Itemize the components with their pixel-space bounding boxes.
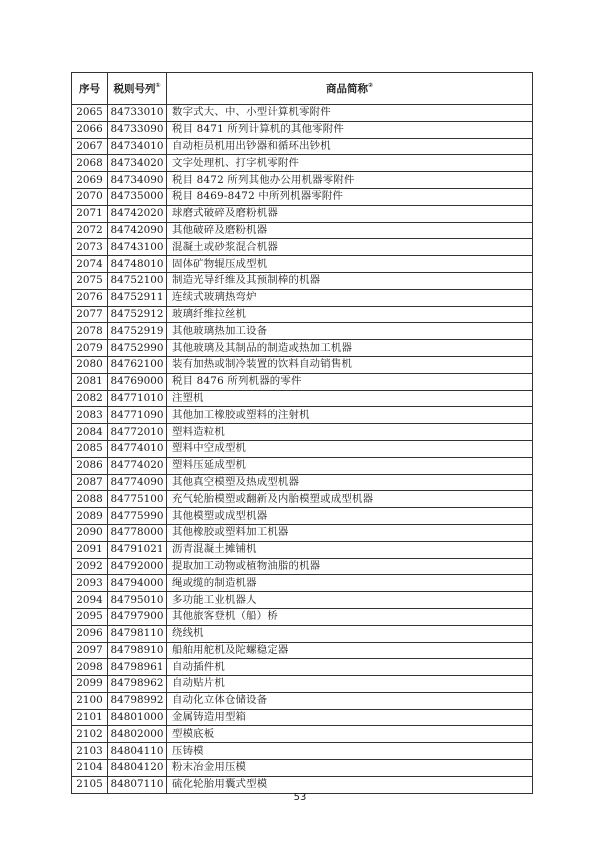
product-name-cell: 其他玻璃及其制品的制造或热加工机器 [167, 340, 533, 357]
table-row [72, 155, 533, 172]
seq-cell: 2104 [72, 760, 108, 777]
seq-cell: 2085 [72, 440, 108, 457]
seq-cell: 2075 [72, 272, 108, 289]
table-row [72, 188, 533, 205]
tariff-code-cell: 84742090 [108, 222, 167, 239]
seq-cell: 2084 [72, 424, 108, 441]
footnote-marker-1: ① [155, 82, 161, 89]
tariff-code-cell: 84752912 [108, 306, 167, 323]
product-name-cell: 注塑机 [167, 390, 533, 407]
table-row [72, 138, 533, 155]
table-row [72, 743, 533, 760]
seq-cell: 2078 [72, 323, 108, 340]
seq-cell: 2077 [72, 306, 108, 323]
tariff-code-cell: 84774090 [108, 474, 167, 491]
tariff-code-cell: 84791021 [108, 541, 167, 558]
table-row [72, 541, 533, 558]
tariff-code-cell: 84797900 [108, 608, 167, 625]
tariff-code-cell: 84735000 [108, 188, 167, 205]
seq-cell: 2072 [72, 222, 108, 239]
header-code: 税则号列① [108, 73, 167, 105]
seq-cell: 2096 [72, 625, 108, 642]
table-row [72, 558, 533, 575]
seq-cell: 2071 [72, 205, 108, 222]
tariff-code-cell: 84778000 [108, 524, 167, 541]
table-row [72, 776, 533, 793]
table-row [72, 323, 533, 340]
product-name-cell: 税目 8469-8472 中所列机器零附件 [167, 188, 533, 205]
product-name-cell: 沥青混凝土摊铺机 [167, 541, 533, 558]
product-name-cell: 型模底板 [167, 726, 533, 743]
table-row [72, 457, 533, 474]
seq-cell: 2090 [72, 524, 108, 541]
tariff-code-cell: 84752990 [108, 340, 167, 357]
seq-cell: 2073 [72, 239, 108, 256]
product-name-cell: 塑料压延成型机 [167, 457, 533, 474]
product-name-cell: 其他旅客登机（船）桥 [167, 608, 533, 625]
tariff-code-cell: 84801000 [108, 709, 167, 726]
seq-cell: 2100 [72, 692, 108, 709]
table-row [72, 440, 533, 457]
seq-cell: 2081 [72, 373, 108, 390]
seq-cell: 2092 [72, 558, 108, 575]
header-seq: 序号 [72, 73, 108, 105]
table-row [72, 474, 533, 491]
product-name-cell: 其他加工橡胶或塑料的注射机 [167, 407, 533, 424]
product-name-cell: 固体矿物辊压成型机 [167, 256, 533, 273]
table-header-row [72, 73, 533, 105]
tariff-code-cell: 84742020 [108, 205, 167, 222]
table-row [72, 659, 533, 676]
table-row [72, 575, 533, 592]
header-name: 商品简称② [167, 73, 533, 105]
seq-cell: 2094 [72, 592, 108, 609]
seq-cell: 2105 [72, 776, 108, 793]
seq-cell: 2079 [72, 340, 108, 357]
tariff-code-cell: 84802000 [108, 726, 167, 743]
product-name-cell: 粉末冶金用压模 [167, 760, 533, 777]
table-row [72, 608, 533, 625]
tariff-code-cell: 84733090 [108, 121, 167, 138]
product-name-cell: 其他玻璃热加工设备 [167, 323, 533, 340]
seq-cell: 2076 [72, 289, 108, 306]
product-name-cell: 玻璃纤维拉丝机 [167, 306, 533, 323]
table-row [72, 205, 533, 222]
seq-cell: 2074 [72, 256, 108, 273]
table-row [72, 272, 533, 289]
table-row [72, 508, 533, 525]
tariff-code-cell: 84748010 [108, 256, 167, 273]
product-name-cell: 金属铸造用型箱 [167, 709, 533, 726]
table-row [72, 172, 533, 189]
seq-cell: 2082 [72, 390, 108, 407]
product-name-cell: 税目 8476 所列机器的零件 [167, 373, 533, 390]
product-name-cell: 连续式玻璃热弯炉 [167, 289, 533, 306]
seq-cell: 2095 [72, 608, 108, 625]
table-row [72, 356, 533, 373]
seq-cell: 2098 [72, 659, 108, 676]
product-name-cell: 硫化轮胎用囊式型模 [167, 776, 533, 793]
product-name-cell: 税目 8471 所列计算机的其他零附件 [167, 121, 533, 138]
tariff-code-cell: 84798961 [108, 659, 167, 676]
table-row [72, 407, 533, 424]
table-row [72, 491, 533, 508]
product-name-cell: 其他破碎及磨粉机器 [167, 222, 533, 239]
seq-cell: 2101 [72, 709, 108, 726]
tariff-code-cell: 84807110 [108, 776, 167, 793]
tariff-code-cell: 84772010 [108, 424, 167, 441]
tariff-code-cell: 84752919 [108, 323, 167, 340]
tariff-code-cell: 84752911 [108, 289, 167, 306]
table-row [72, 692, 533, 709]
product-name-cell: 混凝土或砂浆混合机器 [167, 239, 533, 256]
table-row [72, 121, 533, 138]
table-row [72, 306, 533, 323]
product-name-cell: 装有加热或制冷装置的饮料自动销售机 [167, 356, 533, 373]
seq-cell: 2080 [72, 356, 108, 373]
product-name-cell: 球磨式破碎及磨粉机器 [167, 205, 533, 222]
seq-cell: 2088 [72, 491, 108, 508]
tariff-code-cell: 84734010 [108, 138, 167, 155]
table-row [72, 676, 533, 693]
tariff-code-cell: 84792000 [108, 558, 167, 575]
product-name-cell: 文字处理机、打字机零附件 [167, 155, 533, 172]
tariff-code-cell: 84771090 [108, 407, 167, 424]
table-row [72, 726, 533, 743]
tariff-code-cell: 84734090 [108, 172, 167, 189]
tariff-code-cell: 84798110 [108, 625, 167, 642]
tariff-code-cell: 84774020 [108, 457, 167, 474]
table-body [72, 105, 533, 794]
seq-cell: 2099 [72, 676, 108, 693]
seq-cell: 2097 [72, 642, 108, 659]
product-name-cell: 自动化立体仓储设备 [167, 692, 533, 709]
table-row [72, 239, 533, 256]
tariff-code-cell: 84743100 [108, 239, 167, 256]
product-name-cell: 多功能工业机器人 [167, 592, 533, 609]
table-row [72, 256, 533, 273]
table-row [72, 390, 533, 407]
footnote-marker-2: ② [367, 82, 374, 89]
product-name-cell: 绳或缆的制造机器 [167, 575, 533, 592]
tariff-code-cell: 84804120 [108, 760, 167, 777]
tariff-code-cell: 84804110 [108, 743, 167, 760]
table-row [72, 289, 533, 306]
seq-cell: 2065 [72, 105, 108, 122]
tariff-code-cell: 84798992 [108, 692, 167, 709]
product-name-cell: 自动柜员机用出钞器和循环出钞机 [167, 138, 533, 155]
seq-cell: 2067 [72, 138, 108, 155]
tariff-code-cell: 84733010 [108, 105, 167, 122]
product-name-cell: 压铸模 [167, 743, 533, 760]
tariff-code-cell: 84771010 [108, 390, 167, 407]
product-name-cell: 其他橡胶或塑料加工机器 [167, 524, 533, 541]
product-name-cell: 充气轮胎模塑或翻新及内胎模塑或成型机器 [167, 491, 533, 508]
seq-cell: 2069 [72, 172, 108, 189]
table-row [72, 340, 533, 357]
seq-cell: 2087 [72, 474, 108, 491]
tariff-table [71, 72, 533, 794]
table-row [72, 760, 533, 777]
tariff-code-cell: 84762100 [108, 356, 167, 373]
product-name-cell: 自动插件机 [167, 659, 533, 676]
table-row [72, 524, 533, 541]
table-row [72, 105, 533, 122]
seq-cell: 2102 [72, 726, 108, 743]
seq-cell: 2083 [72, 407, 108, 424]
table-row [72, 592, 533, 609]
seq-cell: 2086 [72, 457, 108, 474]
product-name-cell: 塑料中空成型机 [167, 440, 533, 457]
seq-cell: 2093 [72, 575, 108, 592]
seq-cell: 2103 [72, 743, 108, 760]
product-name-cell: 制造光导纤维及其预制棒的机器 [167, 272, 533, 289]
table-row [72, 222, 533, 239]
seq-cell: 2070 [72, 188, 108, 205]
tariff-code-cell: 84798910 [108, 642, 167, 659]
tariff-code-cell: 84798962 [108, 676, 167, 693]
product-name-cell: 自动贴片机 [167, 676, 533, 693]
tariff-code-cell: 84775100 [108, 491, 167, 508]
seq-cell: 2068 [72, 155, 108, 172]
tariff-code-cell: 84774010 [108, 440, 167, 457]
tariff-code-cell: 84795010 [108, 592, 167, 609]
product-name-cell: 其他模塑或成型机器 [167, 508, 533, 525]
table-row [72, 625, 533, 642]
seq-cell: 2089 [72, 508, 108, 525]
product-name-cell: 其他真空模塑及热成型机器 [167, 474, 533, 491]
tariff-table-container [71, 72, 532, 794]
table-row [72, 709, 533, 726]
product-name-cell: 提取加工动物或植物油脂的机器 [167, 558, 533, 575]
product-name-cell: 塑料造粒机 [167, 424, 533, 441]
product-name-cell: 数字式大、中、小型计算机零附件 [167, 105, 533, 122]
tariff-code-cell: 84769000 [108, 373, 167, 390]
product-name-cell: 绕线机 [167, 625, 533, 642]
table-row [72, 424, 533, 441]
tariff-code-cell: 84752100 [108, 272, 167, 289]
tariff-code-cell: 84794000 [108, 575, 167, 592]
page-number: 53 [293, 792, 307, 803]
seq-cell: 2091 [72, 541, 108, 558]
seq-cell: 2066 [72, 121, 108, 138]
table-row [72, 642, 533, 659]
tariff-code-cell: 84775990 [108, 508, 167, 525]
table-row [72, 373, 533, 390]
tariff-code-cell: 84734020 [108, 155, 167, 172]
product-name-cell: 船舶用舵机及陀螺稳定器 [167, 642, 533, 659]
product-name-cell: 税目 8472 所列其他办公用机器零附件 [167, 172, 533, 189]
